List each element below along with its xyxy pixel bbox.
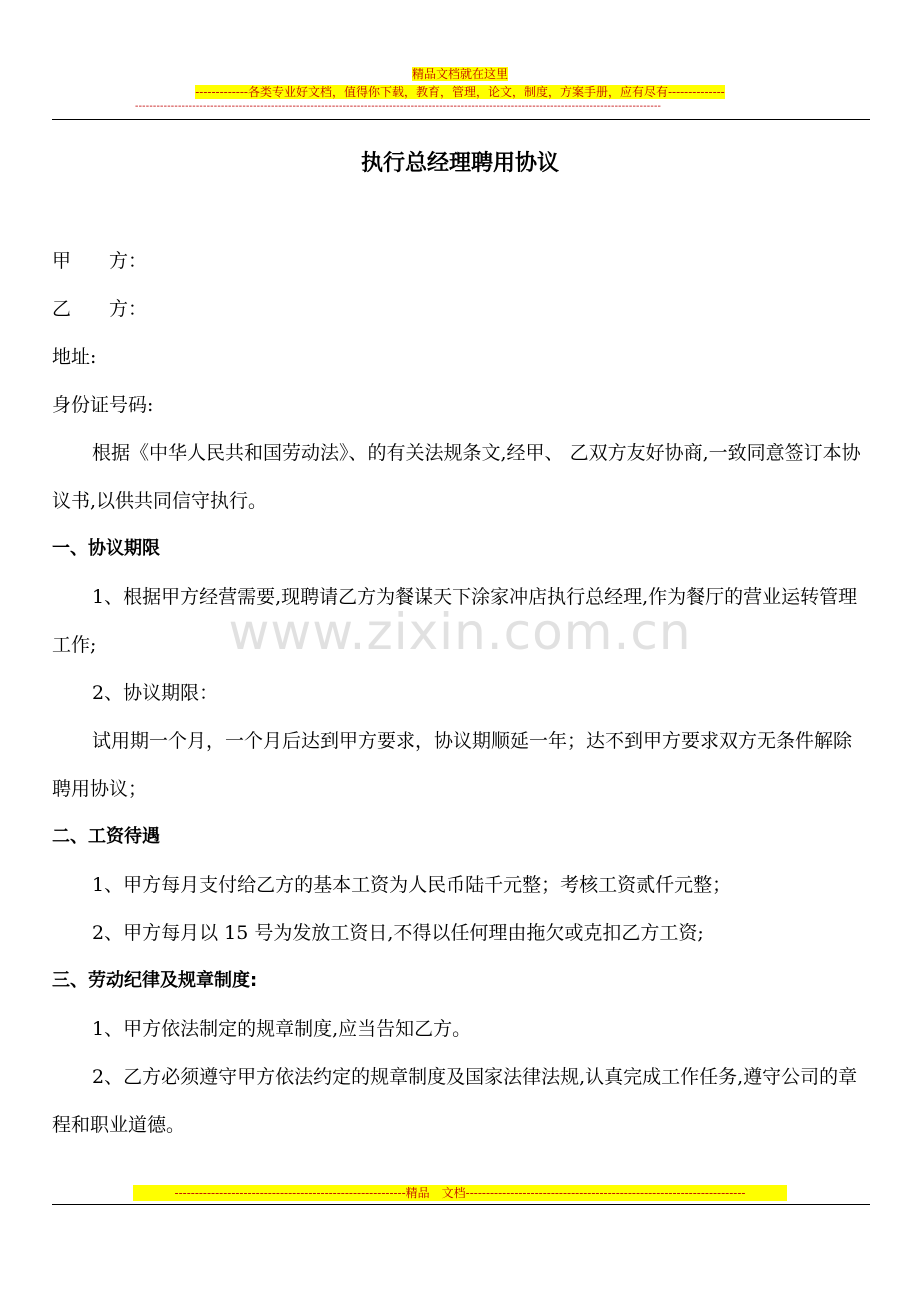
header-rule — [52, 119, 870, 120]
watermark-text: www.zixin.com.cn — [228, 603, 692, 661]
party-b-line: 乙 方： — [52, 298, 148, 320]
section-2-paragraph-1: 1、甲方每月支付给乙方的基本工资为人民币陆千元整；考核工资贰仟元整； — [92, 874, 732, 896]
document-title: 执行总经理聘用协议 — [360, 151, 559, 176]
header-banner-tagline-text: -------------各类专业好文档，值得你下载，教育，管理，论文，制度，方案手册，应有尽有-------------- — [195, 85, 725, 99]
document-body — [52, 237, 870, 1149]
section-2-paragraph-2: 2、甲方每月以 15 号为发放工资日,不得以任何理由拖欠或克扣乙方工资; — [92, 922, 704, 944]
section-3-paragraph-1: 1、甲方依法制定的规章制度,应当告知乙方。 — [92, 1018, 472, 1040]
section-1-paragraph-3: 试用期一个月，一个月后达到甲方要求，协议期顺延一年；达不到甲方要求双方无条件解除聘用协议； — [52, 730, 853, 800]
section-1-heading: 一、协议期限 — [52, 538, 160, 559]
section-1-paragraph-2: 2、协议期限： — [92, 682, 219, 704]
section-1-paragraph-1: 1、根据甲方经营需要,现聘请乙方为餐谋天下涂家冲店执行总经理,作为餐厅的营业运转管理工作; — [52, 586, 858, 656]
id-number-line: 身份证号码: — [52, 394, 154, 416]
header-banner-title — [0, 66, 920, 82]
preamble-paragraph: 根据《中华人民共和国劳动法》、的有关法规条文,经甲、 乙双方友好协商,一致同意签订本协议书,以供共同信守执行。 — [52, 442, 861, 512]
section-3-heading: 三、劳动纪律及规章制度: — [52, 970, 258, 991]
footer-rule — [52, 1204, 870, 1205]
section-3-paragraph-2: 2、乙方必须遵守甲方依法约定的规章制度及国家法律法规,认真完成工作任务,遵守公司的章程和职业道德。 — [52, 1066, 858, 1136]
section-2-heading: 二、工资待遇 — [52, 826, 160, 847]
party-a-line: 甲 方： — [52, 250, 148, 272]
address-line: 地址: — [52, 346, 97, 368]
footer-banner: ---------------------------------------------------------精品 文档--------------------------------------------------------------------- — [133, 1185, 787, 1201]
header-banner-title-text: 精品文档就在这里 — [411, 67, 508, 81]
header-dashed-line: --------------------------------------------------------------------------------------------------------------------------------------------------- — [135, 102, 662, 112]
header-banner-tagline — [0, 84, 920, 100]
